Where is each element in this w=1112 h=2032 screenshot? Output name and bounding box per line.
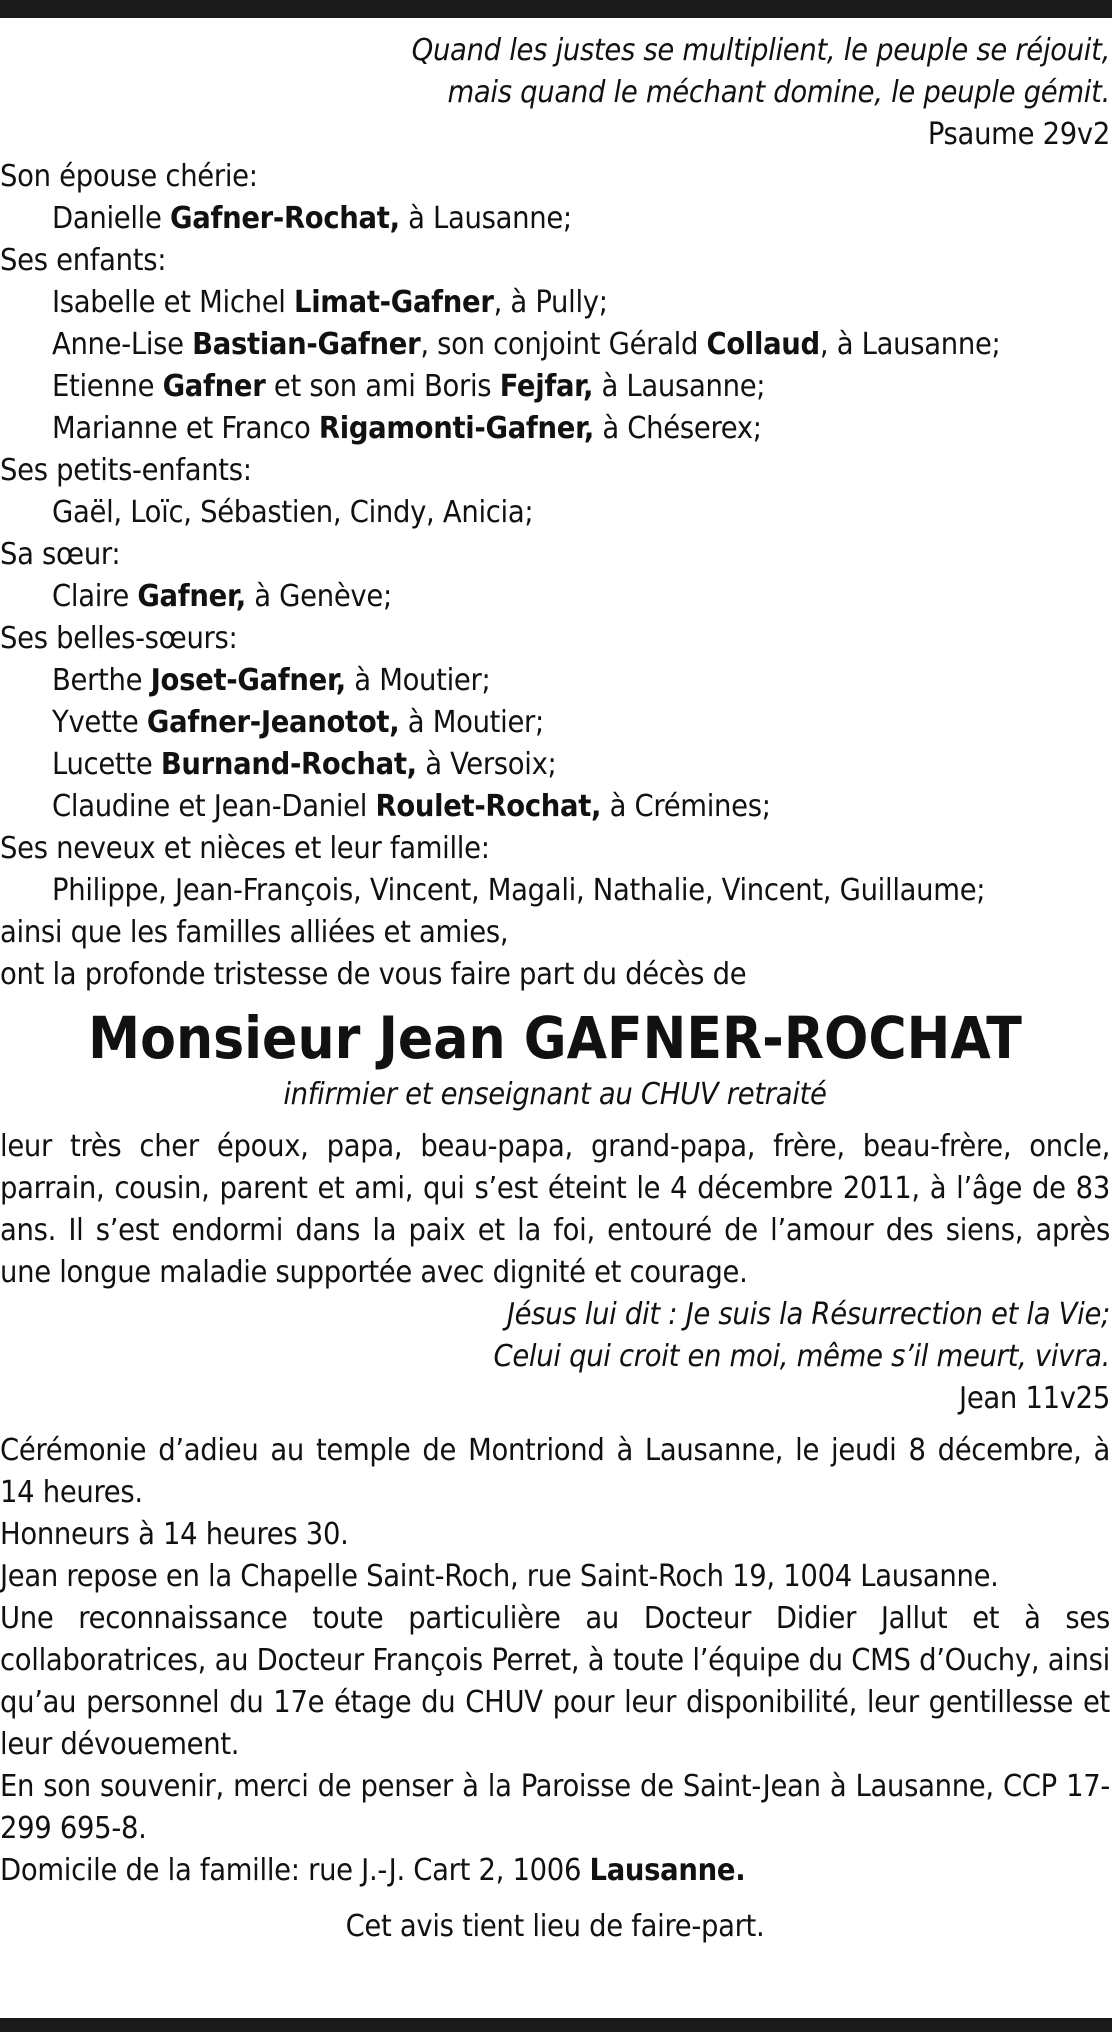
surname: Gafner-Rochat, <box>170 201 400 236</box>
surname: Fejfar, <box>499 369 594 404</box>
surname: Burnand-Rochat, <box>160 747 417 782</box>
surname: Gafner, <box>137 579 246 614</box>
surname: Roulet-Rochat, <box>375 789 602 824</box>
family-member: Philippe, Jean-François, Vincent, Magali, Nathalie, Vincent, Guillaume; <box>52 873 986 908</box>
family-member: Danielle Gafner-Rochat, à Lausanne; <box>52 201 572 236</box>
verse-line: Jésus lui dit : Je suis la Résurrection et la Vie; <box>506 1297 1110 1332</box>
relation-label: Ses enfants: <box>0 243 167 278</box>
surname: Joset-Gafner, <box>150 663 346 698</box>
relation-label: Ses neveux et nièces et leur famille: <box>0 831 490 866</box>
surname: Gafner-Jeanotot, <box>146 705 400 740</box>
family-member: Isabelle et Michel Limat-Gafner, à Pully; <box>52 285 608 320</box>
obituary-body: leur très cher époux, papa, beau-papa, grand-papa, frère, beau-frère, oncle, parrain, cousin, parent et ami, qui s’est éteint le 4 décembre 2011, à l’âge de 83 ans. Il s’est endormi dans la paix et la foi, entouré de l’amour des siens, après une longue maladie supportée avec dignité et courage. <box>0 1129 1110 1290</box>
family-member: Yvette Gafner-Jeanotot, à Moutier; <box>52 705 544 740</box>
surname: Bastian-Gafner <box>192 327 421 362</box>
verse-reference: Jean 11v25 <box>959 1381 1110 1416</box>
family-list <box>0 156 1110 996</box>
deceased-profession: infirmier et enseignant au CHUV retraité <box>283 1077 827 1112</box>
bottom-rule <box>0 2018 1112 2032</box>
ceremony-info: Cérémonie d’adieu au temple de Montriond à Lausanne, le jeudi 8 décembre, à 14 heures. <box>0 1433 1110 1510</box>
acknowledgements: Une reconnaissance toute particulière au Docteur Didier Jallut et à ses collaboratrices, au Docteur François Perret, à toute l’équipe du CMS d’Ouchy, ainsi qu’au personnel du 17e étage du CHUV pour leur disponibilité, leur gentillesse et leur dévouement. <box>0 1601 1110 1762</box>
family-member: Claudine et Jean-Daniel Roulet-Rochat, à Crémines; <box>52 789 771 824</box>
family-member: Lucette Burnand-Rochat, à Versoix; <box>52 747 557 782</box>
family-member: Berthe Joset-Gafner, à Moutier; <box>52 663 491 698</box>
surname: Limat-Gafner <box>294 285 494 320</box>
obituary-notice <box>0 30 1110 1948</box>
family-member: Anne-Lise Bastian-Gafner, son conjoint Gérald Collaud, à Lausanne; <box>52 327 1001 362</box>
family-member: Gaël, Loïc, Sébastien, Cindy, Anicia; <box>52 495 534 530</box>
relation-label: Sa sœur: <box>0 537 121 572</box>
relation-label: Ses belles-sœurs: <box>0 621 238 656</box>
family-member: Etienne Gafner et son ami Boris Fejfar, à Lausanne; <box>52 369 766 404</box>
closing-verse <box>0 1294 1110 1378</box>
verse-line: mais quand le méchant domine, le peuple gémit. <box>447 75 1110 110</box>
surname: Collaud <box>706 327 820 362</box>
verse-reference: Psaume 29v2 <box>927 117 1110 152</box>
family-member: Marianne et Franco Rigamonti-Gafner, à Chéserex; <box>52 411 762 446</box>
relation-label: Ses petits-enfants: <box>0 453 252 488</box>
surname: Rigamonti-Gafner, <box>318 411 594 446</box>
family-member: Claire Gafner, à Genève; <box>52 579 392 614</box>
opening-verse <box>0 30 1110 114</box>
honors-info: Honneurs à 14 heures 30. <box>0 1517 349 1552</box>
verse-line: Quand les justes se multiplient, le peuple se réjouit, <box>411 33 1110 68</box>
allied-families: ainsi que les familles alliées et amies, <box>0 915 509 950</box>
announcement-line: ont la profonde tristesse de vous faire part du décès de <box>0 957 747 992</box>
verse-line: Celui qui croit en moi, même s’il meurt, vivra. <box>493 1339 1110 1374</box>
resting-place: Jean repose en la Chapelle Saint-Roch, rue Saint-Roch 19, 1004 Lausanne. <box>0 1559 999 1594</box>
surname: Gafner <box>162 369 266 404</box>
footer-note: Cet avis tient lieu de faire-part. <box>345 1909 765 1944</box>
top-rule <box>0 0 1112 18</box>
memorial-donation: En son souvenir, merci de penser à la Paroisse de Saint-Jean à Lausanne, CCP 17-299 695-8. <box>0 1769 1110 1846</box>
relation-label: Son épouse chérie: <box>0 159 258 194</box>
family-address: Domicile de la famille: rue J.-J. Cart 2, 1006 Lausanne. <box>0 1853 746 1888</box>
address-city: Lausanne. <box>589 1853 746 1888</box>
deceased-name: Monsieur Jean GAFNER-ROCHAT <box>88 1004 1022 1072</box>
